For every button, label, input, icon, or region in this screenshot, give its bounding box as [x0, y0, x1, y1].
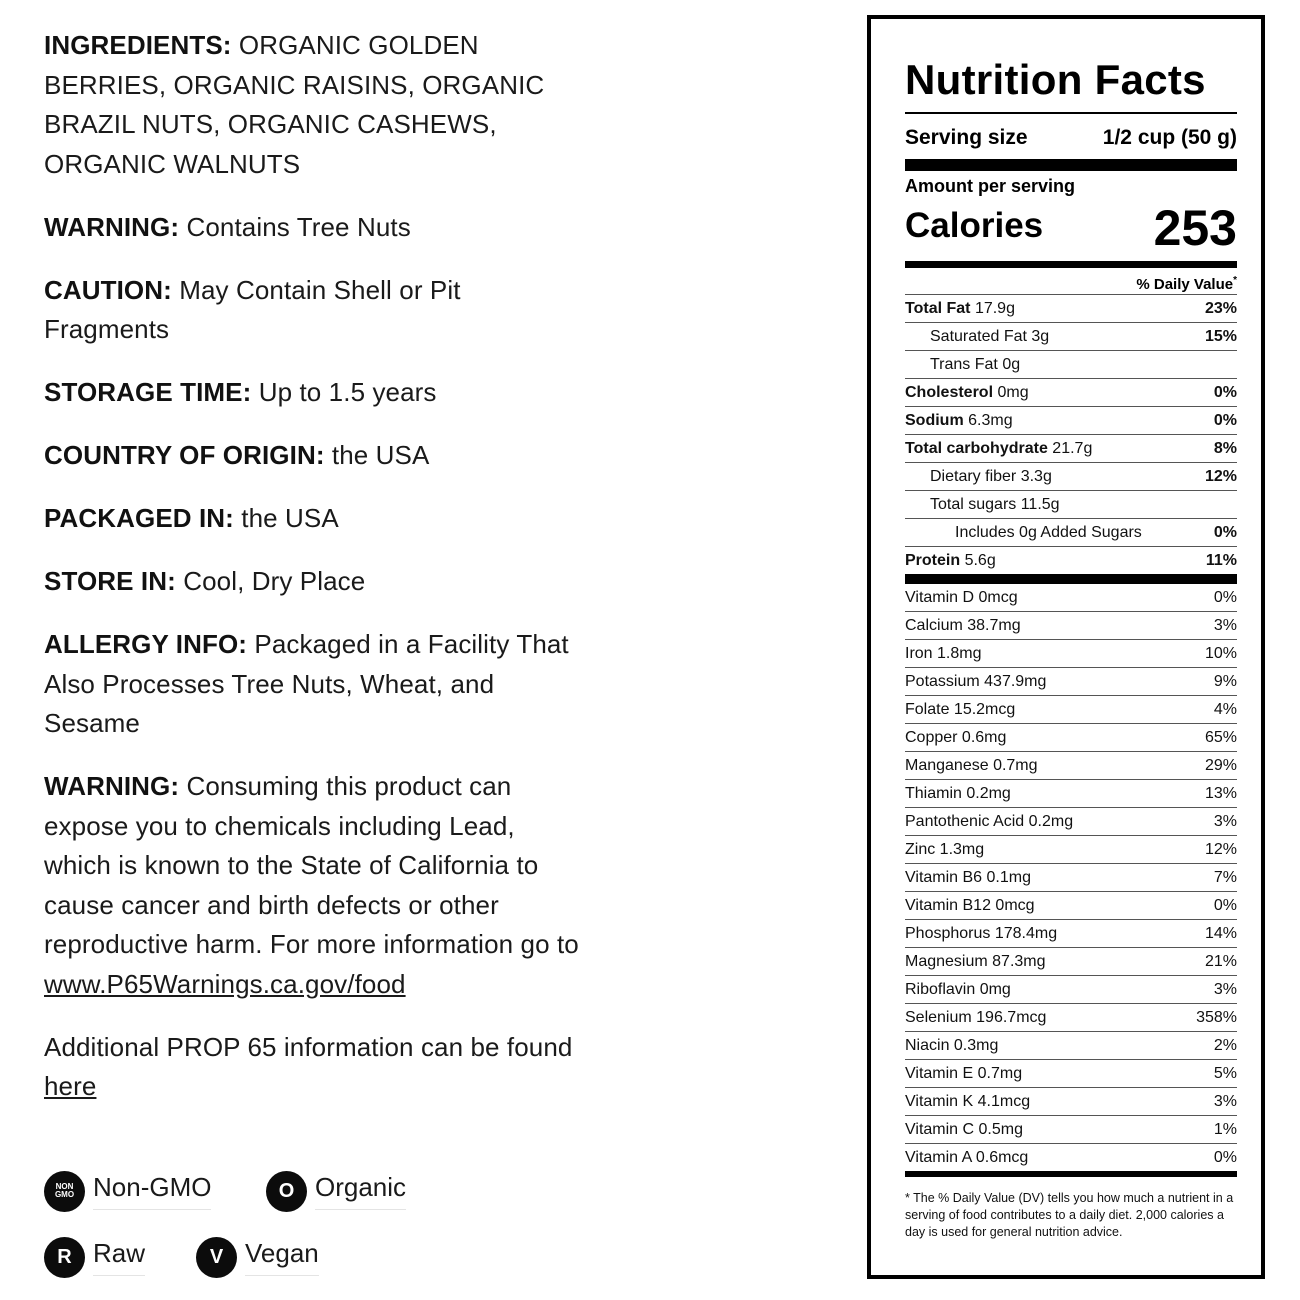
micronutrient-daily-value: 0%: [1213, 896, 1237, 914]
micronutrient-row: [905, 864, 1237, 892]
micronutrient-name: Thiamin 0.2mg: [905, 784, 1011, 802]
micronutrient-daily-value: 5%: [1213, 1064, 1237, 1082]
nutrient-name: [905, 412, 1013, 430]
allergy-info-text: Packaged in a Facility That Also Processes Tree Nuts, Wheat, and Sesame: [44, 629, 569, 738]
nutrient-row: [905, 434, 1237, 462]
micronutrient-name: Pantothenic Acid 0.2mg: [905, 812, 1074, 830]
nutrient-amount: 21.7g: [1052, 439, 1093, 457]
micronutrient-daily-value: 7%: [1213, 868, 1237, 886]
storage-time-section: [44, 373, 584, 413]
serving-size-label: Serving size: [905, 126, 1028, 149]
nutrient-name: Trans Fat 0g: [930, 355, 1021, 373]
micronutrient-name: Magnesium 87.3mg: [905, 952, 1046, 970]
micronutrient-daily-value: 4%: [1213, 700, 1237, 718]
nutrient-daily-value: 23%: [1204, 299, 1237, 317]
warning-tree-nuts: [44, 208, 584, 248]
calories-value: 253: [1153, 200, 1237, 256]
badge-label: Raw: [93, 1238, 145, 1276]
micronutrient-row: [905, 1032, 1237, 1060]
country-of-origin-section: [44, 436, 584, 476]
store-in-label: STORE IN:: [44, 566, 176, 596]
nutrient-amount: 6.3mg: [968, 411, 1013, 429]
allergy-info-label: ALLERGY INFO:: [44, 629, 248, 659]
nutrition-facts-panel: [867, 15, 1265, 1279]
micronutrient-row: [905, 1088, 1237, 1116]
nutrient-label: Cholesterol: [905, 383, 994, 401]
storage-time-text: Up to 1.5 years: [258, 377, 437, 407]
micronutrient-name: Vitamin C 0.5mg: [905, 1120, 1023, 1138]
organic-icon: O: [266, 1171, 307, 1212]
warning-label: WARNING:: [44, 211, 180, 242]
micronutrient-name: Selenium 196.7mcg: [905, 1008, 1047, 1026]
prop65-warning-label: WARNING:: [44, 771, 180, 801]
nutrient-row: [905, 406, 1237, 434]
micronutrient-name: Calcium 38.7mg: [905, 616, 1021, 634]
nutrient-row: [905, 546, 1237, 574]
micronutrient-daily-value: 0%: [1213, 1148, 1237, 1166]
nutrient-amount: 0mg: [997, 383, 1029, 401]
micronutrient-daily-value: 0%: [1213, 588, 1237, 606]
micronutrient-daily-value: 29%: [1204, 756, 1237, 774]
prop65-here-link[interactable]: here: [44, 1071, 97, 1101]
micronutrient-row: [905, 696, 1237, 724]
micronutrient-row: [905, 780, 1237, 808]
daily-value-header-text: % Daily Value: [1136, 276, 1234, 293]
micronutrient-row: [905, 892, 1237, 920]
micronutrient-daily-value: 2%: [1213, 1036, 1237, 1054]
allergy-info-section: [44, 625, 584, 744]
micronutrient-name: Zinc 1.3mg: [905, 840, 985, 858]
nutrient-row: [905, 294, 1237, 322]
badge-vegan: [196, 1237, 319, 1277]
daily-value-footnote: * The % Daily Value (DV) tells you how much a nutrient in a serving of food contributes to a daily diet. 2,000 calories a day is used for general nutrition advice.: [905, 1191, 1234, 1239]
prop65-warning-section: [44, 767, 584, 1004]
nutrient-name: [905, 384, 1029, 402]
nutrient-daily-value: 11%: [1205, 551, 1237, 569]
raw-icon: R: [44, 1237, 85, 1278]
micronutrient-row: [905, 1004, 1237, 1032]
nutrient-daily-value: 0%: [1213, 411, 1237, 429]
nutrition-facts-content: [905, 19, 1237, 1241]
micronutrient-row: [905, 612, 1237, 640]
bottom-divider: [905, 1171, 1237, 1177]
micronutrient-row: [905, 1060, 1237, 1088]
storage-time-label: STORAGE TIME:: [44, 377, 252, 407]
micronutrient-name: Folate 15.2mcg: [905, 700, 1016, 718]
ingredients-section: [44, 26, 584, 184]
micronutrient-daily-value: 21%: [1204, 952, 1237, 970]
nutrient-label: Total Fat: [905, 299, 971, 317]
nutrient-row: [905, 518, 1237, 546]
thick-divider: [905, 574, 1237, 584]
nutrient-daily-value: 8%: [1213, 439, 1237, 457]
micronutrient-row: [905, 836, 1237, 864]
p65-warnings-link[interactable]: www.P65Warnings.ca.gov/food: [44, 968, 406, 999]
thick-divider: [905, 159, 1237, 171]
product-info: [44, 26, 584, 1130]
nutrient-name: [905, 552, 996, 570]
micronutrient-name: Vitamin D 0mcg: [905, 588, 1018, 606]
nutrient-name: Includes 0g Added Sugars: [955, 523, 1142, 541]
micronutrient-name: Vitamin E 0.7mg: [905, 1064, 1023, 1082]
macronutrient-list: [905, 294, 1237, 574]
amount-per-serving: Amount per serving: [905, 176, 1076, 196]
nutrient-row: [905, 490, 1237, 518]
badge-label: Vegan: [245, 1238, 319, 1276]
nutrient-label: Total carbohydrate: [905, 439, 1048, 457]
nutrient-label: Protein: [905, 551, 961, 569]
micronutrient-row: [905, 1144, 1237, 1171]
badge-raw: [44, 1237, 145, 1277]
micronutrient-name: Vitamin A 0.6mcg: [905, 1148, 1029, 1166]
nutrient-name: Total sugars 11.5g: [930, 495, 1060, 513]
store-in-text: Cool, Dry Place: [183, 566, 366, 596]
nutrient-daily-value: 0%: [1213, 523, 1237, 541]
badge-label: Non-GMO: [93, 1172, 211, 1210]
nutrient-name: [905, 440, 1092, 458]
packaged-in-section: [44, 499, 584, 539]
warning-text: Contains Tree Nuts: [186, 211, 411, 242]
store-in-section: [44, 562, 584, 602]
packaged-in-label: PACKAGED IN:: [44, 503, 234, 533]
nutrient-daily-value: 15%: [1204, 327, 1237, 345]
micronutrient-name: Phosphorus 178.4mg: [905, 924, 1058, 942]
micronutrient-daily-value: 358%: [1196, 1008, 1237, 1026]
micronutrient-name: Vitamin B6 0.1mg: [905, 868, 1031, 886]
micronutrient-row: [905, 752, 1237, 780]
micronutrient-row: [905, 584, 1237, 612]
micronutrient-name: Iron 1.8mg: [905, 644, 982, 662]
micronutrient-name: Vitamin B12 0mcg: [905, 896, 1035, 914]
nutrient-row: [905, 462, 1237, 490]
nutrient-row: [905, 322, 1237, 350]
divider: [905, 112, 1237, 114]
badge-organic: [266, 1171, 406, 1211]
micronutrient-row: [905, 976, 1237, 1004]
non-gmo-glyph-bottom: GMO: [54, 1190, 75, 1199]
nutrient-amount: 5.6g: [964, 551, 996, 569]
vegan-icon: V: [196, 1237, 237, 1278]
daily-value-asterisk: *: [1233, 275, 1237, 286]
nutrient-label: Sodium: [905, 411, 964, 429]
ingredients-label: INGREDIENTS:: [44, 30, 232, 60]
calories-row: [905, 197, 1237, 257]
non-gmo-glyph-top: NON: [55, 1182, 74, 1191]
micronutrient-daily-value: 9%: [1213, 672, 1237, 690]
nutrient-daily-value: 12%: [1204, 467, 1237, 485]
micronutrient-name: Manganese 0.7mg: [905, 756, 1038, 774]
caution-section: [44, 271, 584, 350]
micronutrient-row: [905, 1116, 1237, 1144]
ingredients-text: ORGANIC GOLDEN BERRIES, ORGANIC RAISINS, ORGANIC BRAZIL NUTS, ORGANIC CASHEWS, ORGANIC WALNUTS: [44, 30, 545, 179]
product-badges: [44, 1170, 564, 1280]
nutrition-facts-title: Nutrition Facts: [905, 56, 1206, 103]
micronutrient-name: Riboflavin 0mg: [905, 980, 1011, 998]
nutrient-name: Dietary fiber 3.3g: [930, 467, 1052, 485]
nutrient-daily-value: 0%: [1213, 383, 1237, 401]
badge-non-gmo: [44, 1171, 211, 1211]
nutrient-row: [905, 350, 1237, 378]
calories-label: Calories: [905, 206, 1044, 245]
nutrient-name: [905, 300, 1015, 318]
nutrient-amount: 17.9g: [974, 299, 1015, 317]
micronutrient-row: [905, 808, 1237, 836]
serving-size-row: [905, 125, 1237, 151]
micronutrient-row: [905, 724, 1237, 752]
micronutrient-daily-value: 14%: [1204, 924, 1237, 942]
micronutrient-row: [905, 668, 1237, 696]
prop65-warning-text: Consuming this product can expose you to chemicals including Lead, which is known to the State of California to cause cancer and birth defects or other reproductive harm. For more information go to: [44, 771, 579, 959]
country-of-origin-text: the USA: [331, 440, 430, 470]
micronutrient-daily-value: 12%: [1204, 840, 1237, 858]
micronutrient-daily-value: 3%: [1213, 812, 1237, 830]
micronutrient-daily-value: 10%: [1204, 644, 1237, 662]
prop65-additional-section: [44, 1028, 584, 1107]
micronutrient-daily-value: 13%: [1204, 784, 1237, 802]
micronutrient-row: [905, 920, 1237, 948]
micronutrient-daily-value: 65%: [1204, 728, 1237, 746]
micronutrient-row: [905, 948, 1237, 976]
badge-label: Organic: [315, 1172, 406, 1210]
country-of-origin-label: COUNTRY OF ORIGIN:: [44, 440, 325, 470]
daily-value-header: [905, 271, 1237, 294]
micronutrient-name: Copper 0.6mg: [905, 728, 1007, 746]
packaged-in-text: the USA: [241, 503, 339, 533]
non-gmo-icon: [44, 1171, 85, 1212]
micronutrient-row: [905, 640, 1237, 668]
micronutrient-name: Vitamin K 4.1mcg: [905, 1092, 1031, 1110]
micronutrient-name: Niacin 0.3mg: [905, 1036, 999, 1054]
caution-text: May Contain Shell or Pit Fragments: [44, 274, 461, 344]
nutrient-row: [905, 378, 1237, 406]
micronutrient-daily-value: 1%: [1213, 1120, 1237, 1138]
micronutrient-daily-value: 3%: [1213, 980, 1237, 998]
caution-label: CAUTION:: [44, 274, 172, 305]
micronutrient-daily-value: 3%: [1213, 616, 1237, 634]
micronutrient-name: Potassium 437.9mg: [905, 672, 1047, 690]
nutrient-name: Saturated Fat 3g: [930, 327, 1050, 345]
medium-divider: [905, 261, 1237, 268]
micronutrient-list: [905, 584, 1237, 1171]
serving-size-value: 1/2 cup (50 g): [1102, 126, 1237, 149]
micronutrient-daily-value: 3%: [1213, 1092, 1237, 1110]
prop65-additional-text: Additional PROP 65 information can be found: [44, 1031, 573, 1062]
